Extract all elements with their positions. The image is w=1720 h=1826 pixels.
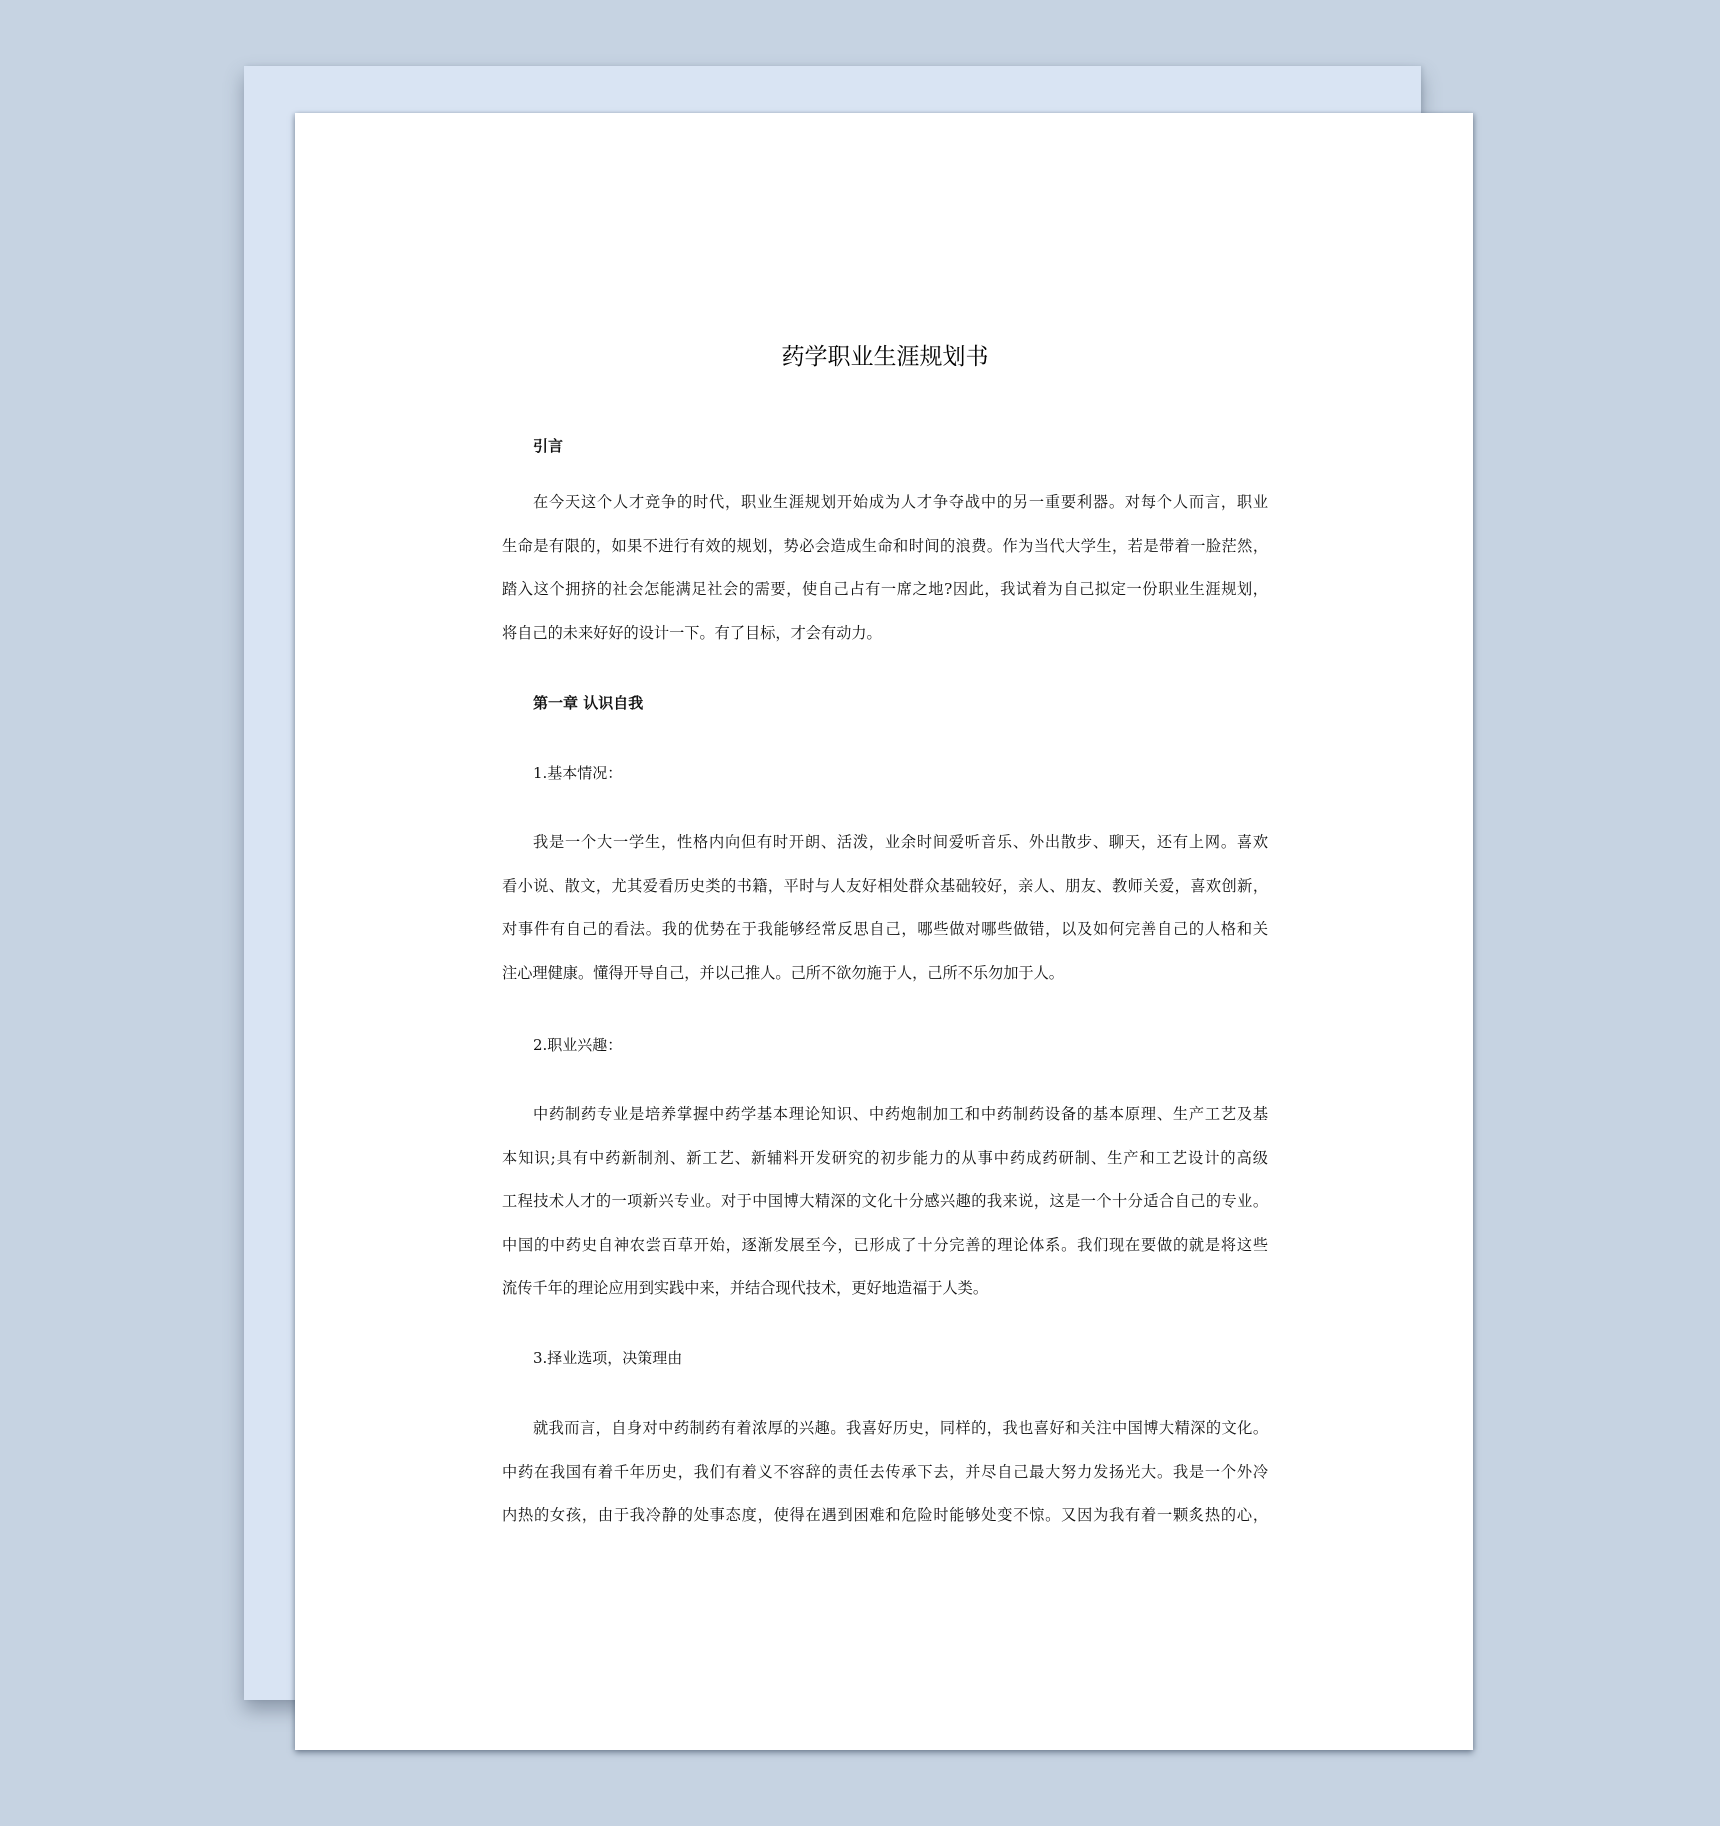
section-heading-introduction: 引言 xyxy=(533,437,564,455)
subheading-career-choice: 3.择业选项，决策理由 xyxy=(533,1349,683,1367)
paragraph-line: 本知识;具有中药新制剂、新工艺、新辅料开发研究的初步能力的从事中药成药研制、生产和工艺设计的高级 xyxy=(502,1148,1268,1167)
basic-info-paragraph xyxy=(502,821,1268,995)
introduction-paragraph xyxy=(502,481,1268,655)
subheading-basic-info: 1.基本情况： xyxy=(533,764,623,782)
career-interest-paragraph xyxy=(502,1093,1268,1311)
paragraph-line: 中药制药专业是培养掌握中药学基本理论知识、中药炮制加工和中药制药设备的基本原理、生产工艺及基 xyxy=(533,1105,1268,1123)
paragraph-line: 踏入这个拥挤的社会怎能满足社会的需要，使自己占有一席之地?因此，我试着为自己拟定一份职业生涯规划， xyxy=(502,580,1268,599)
paragraph-line: 中国的中药史自神农尝百草开始，逐渐发展至今，已形成了十分完善的理论体系。我们现在要做的就是将这些 xyxy=(502,1235,1268,1254)
paragraph-line: 注心理健康。懂得开导自己，并以己推人。己所不欲勿施于人，己所不乐勿加于人。 xyxy=(502,963,1064,982)
paragraph-line: 看小说、散文，尤其爱看历史类的书籍，平时与人友好相处群众基础较好，亲人、朋友、教师关爱，喜欢创新， xyxy=(502,876,1268,895)
paragraph-line: 对事件有自己的看法。我的优势在于我能够经常反思自己，哪些做对哪些做错，以及如何完善自己的人格和关 xyxy=(502,920,1268,939)
chapter-heading-self-awareness: 第一章 认识自我 xyxy=(533,694,644,712)
paragraph-line: 中药在我国有着千年历史，我们有着义不容辞的责任去传承下去，并尽自己最大努力发扬光大。我是一个外冷 xyxy=(502,1462,1268,1481)
career-choice-paragraph xyxy=(502,1407,1268,1538)
subheading-career-interest: 2.职业兴趣： xyxy=(533,1036,623,1054)
front-page-sheet xyxy=(295,113,1473,1750)
paragraph-line: 我是一个大一学生，性格内向但有时开朗、活泼，业余时间爱听音乐、外出散步、聊天，还有上网。喜欢 xyxy=(533,833,1268,851)
paragraph-line: 将自己的未来好好的设计一下。有了目标，才会有动力。 xyxy=(502,623,882,642)
paragraph-line: 工程技术人才的一项新兴专业。对于中国博大精深的文化十分感兴趣的我来说，这是一个十分适合自己的专业。 xyxy=(502,1192,1268,1211)
document-title: 药学职业生涯规划书 xyxy=(781,344,989,370)
paragraph-line: 内热的女孩，由于我冷静的处事态度，使得在遇到困难和危险时能够处变不惊。又因为我有着一颗炙热的心， xyxy=(502,1506,1268,1525)
paragraph-line: 生命是有限的，如果不进行有效的规划，势必会造成生命和时间的浪费。作为当代大学生，若是带着一脸茫然， xyxy=(502,536,1268,555)
paragraph-line: 在今天这个人才竞争的时代，职业生涯规划开始成为人才争夺战中的另一重要利器。对每个人而言，职业 xyxy=(533,493,1268,511)
paragraph-line: 流传千年的理论应用到实践中来，并结合现代技术，更好地造福于人类。 xyxy=(502,1279,988,1298)
paragraph-line: 就我而言，自身对中药制药有着浓厚的兴趣。我喜好历史，同样的，我也喜好和关注中国博大精深的文化。 xyxy=(533,1419,1268,1437)
